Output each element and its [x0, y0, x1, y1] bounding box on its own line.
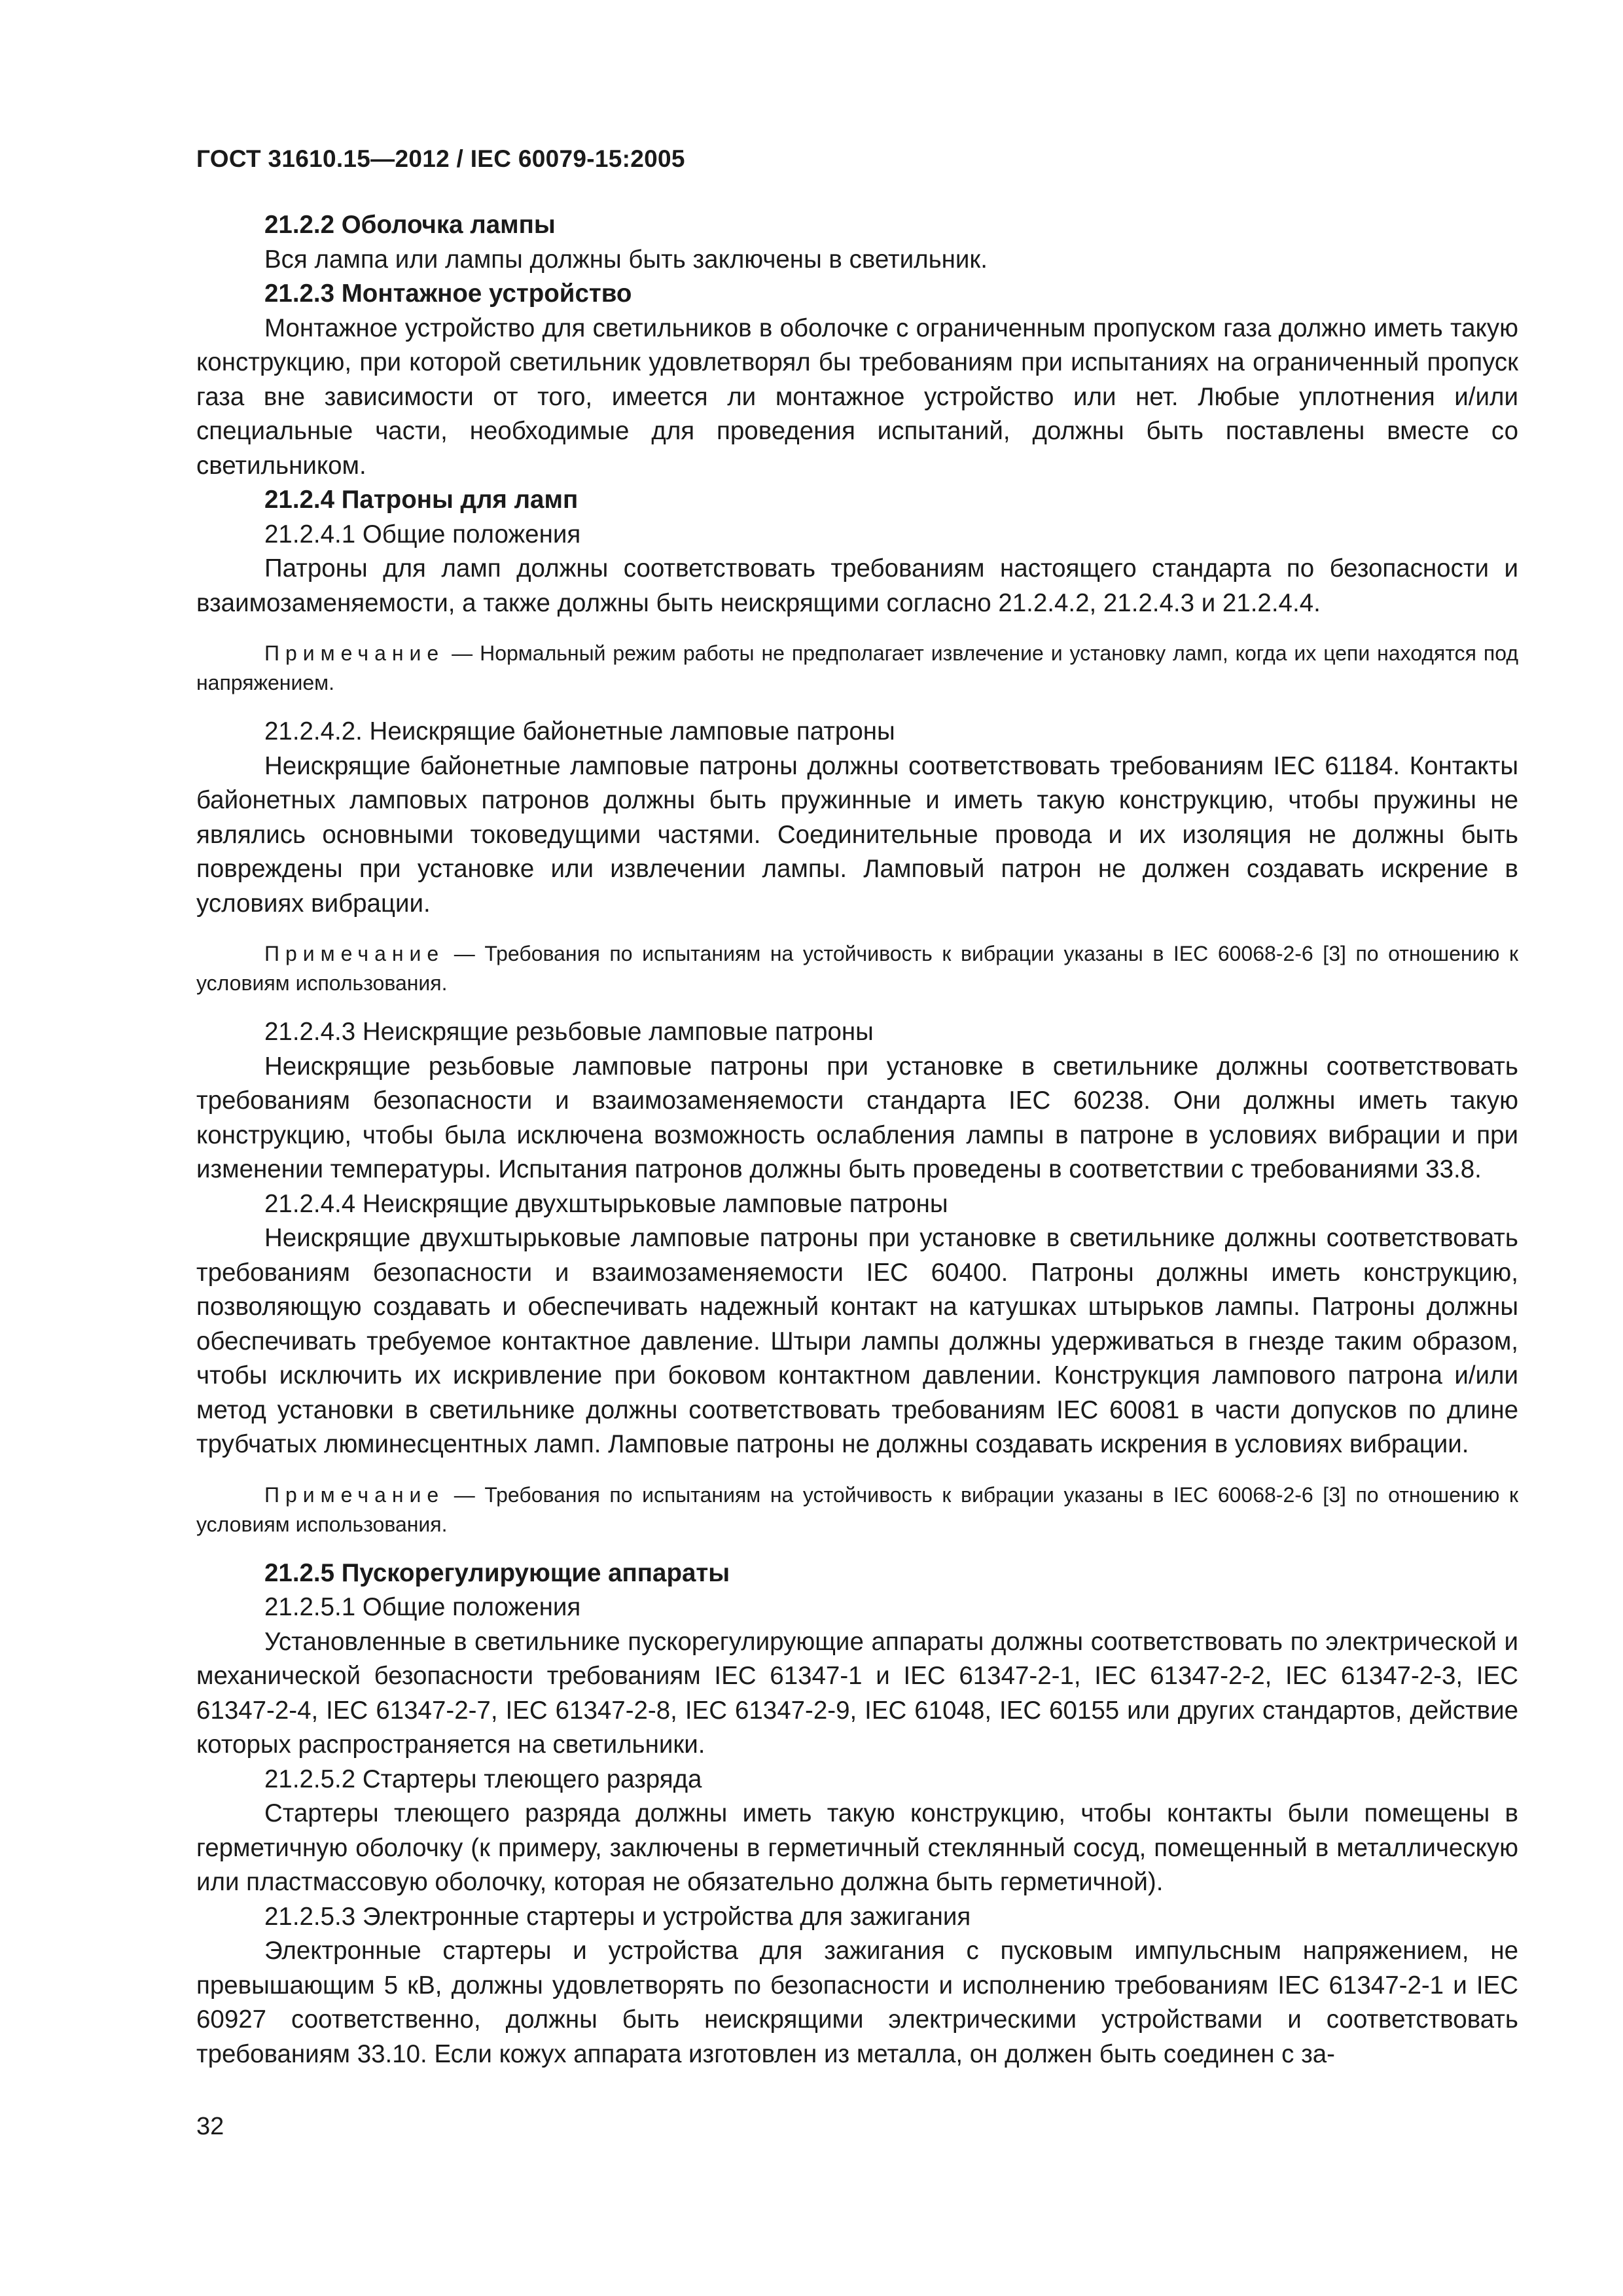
note	[196, 639, 1518, 698]
paragraph: Неискрящие резьбовые ламповые патроны при установке в светильнике должны соответствовать требованиям безопасности и взаимозаменяемости стандарта IEC 60238. Они должны иметь такую конструкцию, чтобы была исключена возможность ослабления лампы в патроне в условиях вибрации и при изменении температуры. Испытания патронов должны быть проведены в соответствии с требованиями 33.8.	[196, 1052, 1518, 1183]
note-label: Примечание	[264, 1482, 445, 1507]
paragraph: Электронные стартеры и устройства для зажигания с пусковым импульсным напряжением, не превышающим 5 кВ, должны удовлетворять по безопасности и исполнению требованиям IEC 61347-2-1 и IEC 60927 соответственно, должны быть неискрящими электрическими устройствами и соответствовать требованиям 33.10. Если кожух аппарата изготовлен из металла, он должен быть соединен с за-	[196, 1937, 1518, 2068]
subsection-heading: 21.2.4.4 Неискрящие двухштырьковые ламповые патроны	[264, 1189, 948, 1218]
note-text: — Требования по испытаниям на устойчивость к вибрации указаны в IEC 60068-2-6 [3] по отношению к условиям использования.	[196, 942, 1518, 995]
note-label: Примечание	[264, 641, 445, 665]
note-label: Примечание	[264, 942, 445, 965]
paragraph: Стартеры тлеющего разряда должны иметь такую конструкцию, чтобы контакты были помещены в герметичную оболочку (к примеру, заключены в герметичный стеклянный сосуд, помещенный в металлическую или пластмассовую оболочку, которая не обязательно должна быть герметичной).	[196, 1799, 1518, 1896]
document-header: ГОСТ 31610.15—2012 / IEC 60079-15:2005	[196, 145, 685, 172]
page-number: 32	[196, 2113, 224, 2140]
paragraph: Неискрящие двухштырьковые ламповые патроны при установке в светильнике должны соответствовать требованиям безопасности и взаимозаменяемости IEC 60400. Патроны должны иметь конструкцию, позволяющую создавать и обеспечивать надежный контакт на катушках штырьков лампы. Патроны должны обеспечивать требуемое контактное давление. Штыри лампы должны удерживаться в гнезде таким образом, чтобы исключить их искривление при боковом контактном давлении. Конструкция лампового патрона и/или метод установки в светильнике должны соответствовать требованиям IEC 60081 в части допусков по длине трубчатых люминесцентных ламп. Ламповые патроны не должны создавать искрения в условиях вибрации.	[196, 1224, 1518, 1458]
subsection-heading: 21.2.5.3 Электронные стартеры и устройства для зажигания	[264, 1902, 971, 1931]
paragraph: Патроны для ламп должны соответствовать требованиям настоящего стандарта по безопасности и взаимозаменяемости, а также должны быть неискрящими согласно 21.2.4.2, 21.2.4.3 и 21.2.4.4.	[196, 554, 1518, 617]
note-text: — Нормальный режим работы не предполагает извлечение и установку ламп, когда их цепи находятся под напряжением.	[196, 641, 1518, 694]
paragraph: Установленные в светильнике пускорегулирующие аппараты должны соответствовать по электрической и механической безопасности требованиям IEC 61347-1 и IEC 61347-2-1, IEC 61347-2-2, IEC 61347-2-3, IEC 61347-2-4, IEC 61347-2-7, IEC 61347-2-8, IEC 61347-2-9, IEC 61048, IEC 60155 или других стандартов, действие которых распространяется на светильники.	[196, 1627, 1518, 1759]
paragraph: Неискрящие байонетные ламповые патроны должны соответствовать требованиям IEC 61184. Контакты байонетных ламповых патронов должны быть пружинные и иметь такую конструкцию, чтобы пружины не являлись основными токоведущими частями. Соединительные провода и их изоляция не должны быть повреждены при установке или извлечении лампы. Ламповый патрон не должен создавать искрение в условиях вибрации.	[196, 751, 1518, 918]
subsection-heading: 21.2.5.1 Общие положения	[264, 1593, 581, 1621]
paragraph: Вся лампа или лампы должны быть заключены в светильник.	[264, 245, 988, 274]
document-body	[196, 208, 1518, 2072]
subsection-heading: 21.2.4.2. Неискрящие байонетные ламповые патроны	[264, 717, 895, 745]
section-heading: 21.2.4 Патроны для ламп	[264, 486, 579, 514]
paragraph: Монтажное устройство для светильников в оболочке с ограниченным пропуском газа должно иметь такую конструкцию, при которой светильник удовлетворял бы требованиям при испытаниях на ограниченный пропуск газа вне зависимости от того, имеется ли монтажное устройство или нет. Любые уплотнения и/или специальные части, необходимые для проведения испытаний, должны быть поставлены вместе со светильником.	[196, 314, 1518, 480]
note-text: — Требования по испытаниям на устойчивость к вибрации указаны в IEC 60068-2-6 [3] по отношению к условиям использования.	[196, 1482, 1518, 1536]
subsection-heading: 21.2.4.1 Общие положения	[264, 520, 581, 548]
section-heading: 21.2.3 Монтажное устройство	[264, 279, 632, 308]
section-heading: 21.2.2 Оболочка лампы	[264, 211, 556, 239]
subsection-heading: 21.2.5.2 Стартеры тлеющего разряда	[264, 1765, 702, 1793]
subsection-heading: 21.2.4.3 Неискрящие резьбовые ламповые патроны	[264, 1018, 874, 1046]
section-heading: 21.2.5 Пускорегулирующие аппараты	[264, 1558, 730, 1587]
note	[196, 939, 1518, 998]
note	[196, 1480, 1518, 1539]
